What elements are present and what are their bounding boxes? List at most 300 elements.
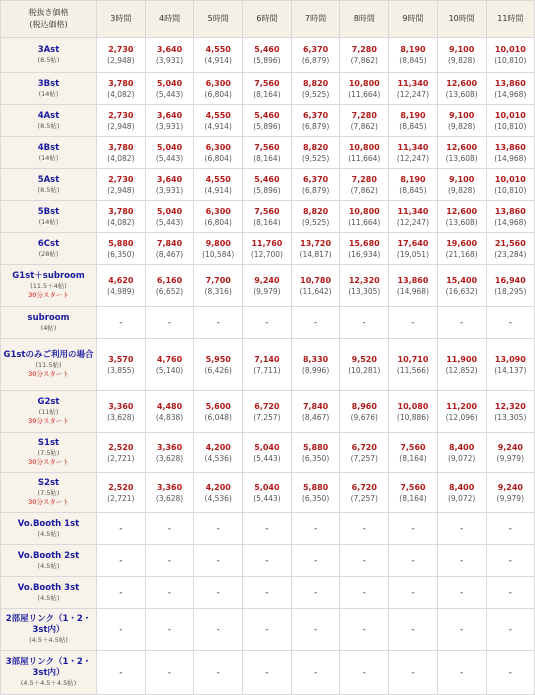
price-tax-included: (13,608) [445, 217, 478, 227]
room-name-link[interactable]: 4Bst [37, 142, 60, 153]
price-cell [97, 545, 146, 577]
price-cell [243, 339, 292, 391]
price-tax-included: (3,931) [155, 56, 184, 65]
price-tax-included: (3,931) [155, 185, 184, 195]
price-tax-included: (8,845) [399, 121, 427, 131]
price-cell [291, 265, 340, 307]
price-tax-included: (4,082) [107, 153, 135, 163]
price-value: 10,010 [494, 110, 526, 120]
room-size: (4.5＋4.5＋4.5帖) [20, 679, 77, 687]
price-unavailable: - [167, 317, 172, 328]
price-cell [194, 339, 243, 391]
price-value: 9,240 [497, 442, 523, 452]
price-tax-included: (19,051) [396, 249, 430, 259]
room-name-link[interactable]: Vo.Booth 3st [17, 582, 80, 593]
room-size: (8.5帖) [37, 185, 60, 194]
price-unavailable: - [119, 587, 123, 598]
price-cell [97, 339, 146, 391]
price-value: 19,600 [446, 238, 478, 248]
price-cell [97, 137, 146, 169]
room-note: 30分スタート [28, 370, 69, 378]
price-cell [145, 609, 194, 651]
price-value: 17,640 [397, 238, 429, 248]
room-size: (14帖) [38, 217, 59, 226]
price-cell [340, 233, 389, 265]
room-size: (4.5＋4.5帖) [29, 636, 68, 644]
price-unavailable: - [216, 317, 220, 328]
price-value: 12,600 [446, 78, 478, 88]
room-name-link[interactable]: subroom [27, 312, 70, 323]
price-cell [194, 391, 243, 433]
price-cell [389, 609, 438, 651]
price-tax-included: (9,979) [253, 286, 281, 296]
corner-header [1, 1, 97, 38]
price-tax-included: (7,862) [350, 121, 378, 131]
price-value: 8,400 [449, 442, 475, 452]
price-cell [389, 73, 438, 105]
price-unavailable: - [460, 555, 464, 566]
price-value: 10,800 [348, 206, 380, 216]
room-name-link[interactable]: 3Bst [37, 78, 60, 89]
price-unavailable: - [362, 624, 366, 635]
room-cell [1, 38, 97, 73]
price-cell [486, 265, 535, 307]
price-tax-included: (5,443) [253, 493, 281, 503]
price-cell [437, 513, 486, 545]
price-cell [97, 433, 146, 473]
price-value: 9,520 [351, 354, 377, 364]
price-cell [437, 105, 486, 137]
table-row [1, 651, 535, 695]
price-value: 6,720 [351, 442, 377, 452]
price-cell [194, 233, 243, 265]
price-cell [291, 169, 340, 201]
price-tax-included: (8,164) [253, 217, 281, 227]
price-value: 6,370 [302, 45, 329, 54]
price-tax-included: (7,257) [350, 493, 378, 503]
price-cell [97, 651, 146, 695]
room-name-link[interactable]: 5Bst [37, 206, 60, 217]
price-unavailable: - [508, 523, 512, 534]
price-value: 5,040 [156, 78, 183, 88]
price-value: 7,560 [254, 206, 280, 216]
price-tax-included: (5,443) [155, 89, 184, 99]
room-cell [1, 169, 97, 201]
price-unavailable: - [167, 523, 172, 534]
price-tax-included: (9,979) [496, 453, 524, 463]
price-cell [97, 307, 146, 339]
price-value: 11,340 [397, 206, 429, 216]
price-tax-included: (4,838) [155, 412, 184, 422]
room-note: 30分スタート [28, 417, 69, 425]
price-value: 8,190 [400, 110, 426, 120]
price-value: 2,520 [108, 482, 134, 492]
price-value: 21,560 [494, 238, 526, 248]
price-tax-included: (2,721) [107, 453, 135, 463]
price-cell [145, 473, 194, 513]
price-cell [243, 265, 292, 307]
price-tax-included: (4,536) [204, 453, 232, 463]
price-tax-included: (16,934) [348, 249, 381, 259]
price-tax-included: (10,810) [494, 121, 527, 131]
price-cell [243, 137, 292, 169]
price-cell [291, 609, 340, 651]
price-tax-included: (2,948) [107, 56, 135, 65]
price-value: 11,340 [397, 78, 429, 88]
price-cell [389, 307, 438, 339]
price-value: 5,880 [302, 442, 329, 452]
price-tax-included: (3,628) [155, 453, 184, 463]
room-cell [1, 433, 97, 473]
price-value: 11,340 [397, 142, 429, 152]
price-value: 7,700 [205, 275, 231, 285]
price-unavailable: - [460, 587, 464, 598]
price-value: 4,550 [205, 45, 231, 54]
price-value: 10,010 [494, 174, 526, 184]
header-row [1, 1, 535, 38]
price-tax-included: (6,426) [204, 365, 232, 375]
price-cell [389, 201, 438, 233]
price-value: 5,950 [205, 354, 231, 364]
room-cell [1, 307, 97, 339]
room-name-link[interactable]: 4Ast [37, 110, 60, 121]
price-tax-included: (3,931) [155, 121, 184, 131]
price-cell [194, 307, 243, 339]
price-tax-included: (11,566) [396, 365, 430, 375]
price-unavailable: - [411, 317, 415, 328]
price-value: 3,360 [108, 401, 134, 411]
price-value: 4,550 [205, 110, 231, 120]
price-tax-included: (5,896) [253, 185, 281, 195]
price-cell [291, 339, 340, 391]
room-name-link[interactable]: 3Ast [37, 45, 60, 55]
price-cell [243, 651, 292, 695]
price-unavailable: - [411, 667, 415, 678]
room-cell [1, 233, 97, 265]
price-tax-included: (8,164) [399, 493, 427, 503]
price-tax-included: (2,721) [107, 493, 135, 503]
price-cell [437, 473, 486, 513]
room-size: (4.5帖) [37, 529, 60, 538]
price-value: 7,280 [351, 174, 377, 184]
price-tax-included: (14,137) [494, 365, 527, 375]
price-tax-included: (6,879) [301, 121, 330, 131]
price-cell [145, 265, 194, 307]
price-tax-included: (9,828) [447, 121, 476, 131]
price-tax-included: (11,664) [348, 89, 381, 99]
price-cell [194, 651, 243, 695]
price-cell [437, 201, 486, 233]
price-tax-included: (10,584) [202, 249, 235, 259]
price-value: 9,240 [254, 275, 280, 285]
room-note: 30分スタート [28, 498, 69, 506]
price-value: 10,800 [348, 142, 380, 152]
room-cell [1, 577, 97, 609]
price-unavailable: - [119, 555, 123, 566]
price-unavailable: - [167, 587, 172, 598]
price-tax-included: (7,862) [350, 185, 378, 195]
price-unavailable: - [411, 555, 415, 566]
price-cell [194, 473, 243, 513]
hour-header: 9時間 [389, 1, 438, 38]
price-cell [486, 38, 535, 73]
price-cell [291, 105, 340, 137]
room-size: (14帖) [38, 89, 59, 98]
price-value: 13,720 [300, 238, 332, 248]
price-value: 15,400 [446, 275, 478, 285]
price-cell [145, 38, 194, 73]
price-cell [437, 651, 486, 695]
room-name-link[interactable]: 6Cst [37, 238, 60, 249]
price-unavailable: - [362, 523, 366, 534]
price-cell [486, 433, 535, 473]
price-cell [145, 73, 194, 105]
price-tax-included: (6,804) [204, 153, 232, 163]
room-cell [1, 339, 97, 391]
price-tax-included: (3,855) [107, 365, 135, 375]
price-unavailable: - [313, 555, 318, 566]
price-cell [291, 233, 340, 265]
price-cell [437, 73, 486, 105]
price-cell [437, 265, 486, 307]
price-unavailable: - [167, 667, 172, 678]
price-unavailable: - [119, 523, 123, 534]
room-cell [1, 265, 97, 307]
price-unavailable: - [119, 624, 123, 635]
table-body [1, 38, 535, 695]
price-unavailable: - [411, 587, 415, 598]
price-cell [145, 105, 194, 137]
price-value: 3,780 [108, 142, 134, 152]
price-cell [486, 609, 535, 651]
price-value: 8,820 [302, 78, 329, 88]
room-name-link[interactable]: 3部屋リンク（1・2・3st内） [5, 657, 92, 678]
price-cell [340, 473, 389, 513]
room-name-link[interactable]: G2st [37, 397, 60, 407]
price-cell [145, 513, 194, 545]
price-unavailable: - [216, 587, 220, 598]
price-cell [194, 38, 243, 73]
room-cell [1, 73, 97, 105]
price-cell [145, 545, 194, 577]
price-cell [291, 137, 340, 169]
room-name-link[interactable]: S2st [37, 478, 60, 488]
price-tax-included: (8,845) [399, 185, 427, 195]
room-name-link[interactable]: S1st [37, 438, 60, 448]
room-name-link[interactable]: 2部屋リンク（1・2・3st内） [5, 614, 92, 635]
price-value: 4,480 [156, 401, 183, 411]
price-tax-included: (13,305) [348, 286, 381, 296]
price-value: 3,640 [156, 45, 183, 54]
room-name-link[interactable]: Vo.Booth 1st [17, 518, 80, 529]
price-tax-included: (12,852) [445, 365, 478, 375]
price-value: 13,860 [494, 78, 526, 88]
room-cell [1, 609, 97, 651]
price-cell [243, 105, 292, 137]
price-cell [389, 577, 438, 609]
price-tax-included: (7,862) [350, 56, 378, 65]
price-value: 16,940 [494, 275, 526, 285]
price-cell [243, 609, 292, 651]
price-cell [389, 265, 438, 307]
price-unavailable: - [508, 317, 512, 328]
price-value: 10,800 [348, 78, 380, 88]
price-cell [243, 545, 292, 577]
price-value: 6,720 [351, 482, 377, 492]
price-value: 13,860 [494, 206, 526, 216]
price-tax-included: (12,247) [396, 217, 430, 227]
price-tax-included: (6,048) [204, 412, 232, 422]
price-unavailable: - [265, 523, 269, 534]
table-row [1, 391, 535, 433]
price-tax-included: (11,664) [348, 217, 381, 227]
price-value: 13,090 [494, 354, 526, 364]
price-cell [145, 651, 194, 695]
price-cell [291, 577, 340, 609]
price-cell [340, 169, 389, 201]
price-unavailable: - [362, 667, 366, 678]
price-value: 7,140 [254, 354, 280, 364]
price-unavailable: - [313, 523, 318, 534]
price-tax-included: (12,247) [396, 153, 430, 163]
price-cell [97, 105, 146, 137]
price-tax-included: (14,968) [396, 286, 430, 296]
price-value: 13,860 [494, 142, 526, 152]
price-tax-included: (8,164) [253, 89, 281, 99]
price-cell [437, 233, 486, 265]
price-tax-included: (6,350) [107, 249, 135, 259]
table-row [1, 201, 535, 233]
price-cell [194, 201, 243, 233]
table-row [1, 433, 535, 473]
price-cell [340, 391, 389, 433]
price-cell [243, 391, 292, 433]
room-size: (8.5帖) [37, 56, 60, 64]
price-cell [243, 473, 292, 513]
price-unavailable: - [265, 624, 269, 635]
price-cell [291, 513, 340, 545]
price-cell [437, 609, 486, 651]
price-cell [389, 545, 438, 577]
price-cell [243, 233, 292, 265]
price-cell [243, 73, 292, 105]
room-name-link[interactable]: Vo.Booth 2st [17, 550, 80, 561]
price-cell [437, 307, 486, 339]
price-cell [389, 651, 438, 695]
table-row [1, 137, 535, 169]
price-cell [389, 38, 438, 73]
price-cell [243, 201, 292, 233]
room-name-link[interactable]: 5Ast [37, 174, 60, 185]
price-cell [194, 105, 243, 137]
price-unavailable: - [313, 667, 318, 678]
price-unavailable: - [411, 523, 415, 534]
price-cell [486, 105, 535, 137]
price-cell [291, 307, 340, 339]
room-cell [1, 391, 97, 433]
price-value: 5,040 [156, 206, 183, 216]
price-value: 8,820 [302, 206, 329, 216]
price-tax-included: (6,350) [301, 493, 330, 503]
price-cell [145, 201, 194, 233]
price-value: 10,010 [494, 45, 526, 54]
price-value: 5,460 [254, 174, 280, 184]
room-cell [1, 105, 97, 137]
price-value: 8,190 [400, 174, 426, 184]
price-cell [389, 105, 438, 137]
price-cell [340, 651, 389, 695]
price-cell [389, 137, 438, 169]
price-cell [145, 137, 194, 169]
price-value: 10,780 [300, 275, 332, 285]
price-value: 7,560 [254, 142, 280, 152]
hour-header: 10時間 [437, 1, 486, 38]
room-cell [1, 513, 97, 545]
price-value: 8,820 [302, 142, 329, 152]
price-cell [145, 307, 194, 339]
price-cell [340, 545, 389, 577]
price-tax-included: (5,443) [253, 453, 281, 463]
price-cell [243, 577, 292, 609]
price-cell [486, 473, 535, 513]
price-value: 6,720 [254, 401, 280, 411]
price-cell [340, 609, 389, 651]
price-tax-included: (13,608) [445, 153, 478, 163]
room-size: (4.5帖) [37, 593, 60, 602]
price-tax-included: (12,700) [250, 249, 283, 259]
price-tax-included: (12,247) [396, 89, 430, 99]
room-name-link[interactable]: G1stのみご利用の場合 [3, 350, 94, 360]
price-cell [97, 391, 146, 433]
price-unavailable: - [362, 587, 366, 598]
price-tax-included: (2,948) [107, 121, 135, 131]
price-unavailable: - [460, 523, 464, 534]
price-value: 13,860 [397, 275, 429, 285]
price-tax-included: (6,879) [301, 185, 330, 195]
price-value: 6,370 [302, 174, 329, 184]
price-cell [291, 38, 340, 73]
room-size: (4帖) [40, 323, 57, 332]
price-unavailable: - [167, 555, 172, 566]
price-value: 10,710 [397, 354, 429, 364]
price-cell [291, 433, 340, 473]
price-value: 2,730 [108, 174, 134, 184]
price-tax-included: (23,284) [494, 249, 527, 259]
room-size: (4.5帖) [37, 561, 60, 570]
room-name-link[interactable]: G1st＋subroom [12, 271, 85, 281]
price-value: 3,640 [156, 174, 183, 184]
price-cell [486, 339, 535, 391]
price-value: 15,680 [348, 238, 380, 248]
price-cell [194, 73, 243, 105]
price-value: 8,190 [400, 45, 426, 54]
price-cell [97, 513, 146, 545]
price-tax-included: (9,828) [447, 185, 476, 195]
price-cell [389, 169, 438, 201]
room-note: 30分スタート [28, 458, 69, 466]
room-size: (14帖) [38, 153, 59, 162]
price-cell [145, 169, 194, 201]
price-unavailable: - [508, 624, 512, 635]
hour-header: 11時間 [486, 1, 535, 38]
room-size: (8.5帖) [37, 121, 60, 130]
price-unavailable: - [265, 317, 269, 328]
price-cell [437, 577, 486, 609]
table-row [1, 473, 535, 513]
price-unavailable: - [265, 667, 269, 678]
price-unavailable: - [313, 317, 318, 328]
table-row [1, 169, 535, 201]
